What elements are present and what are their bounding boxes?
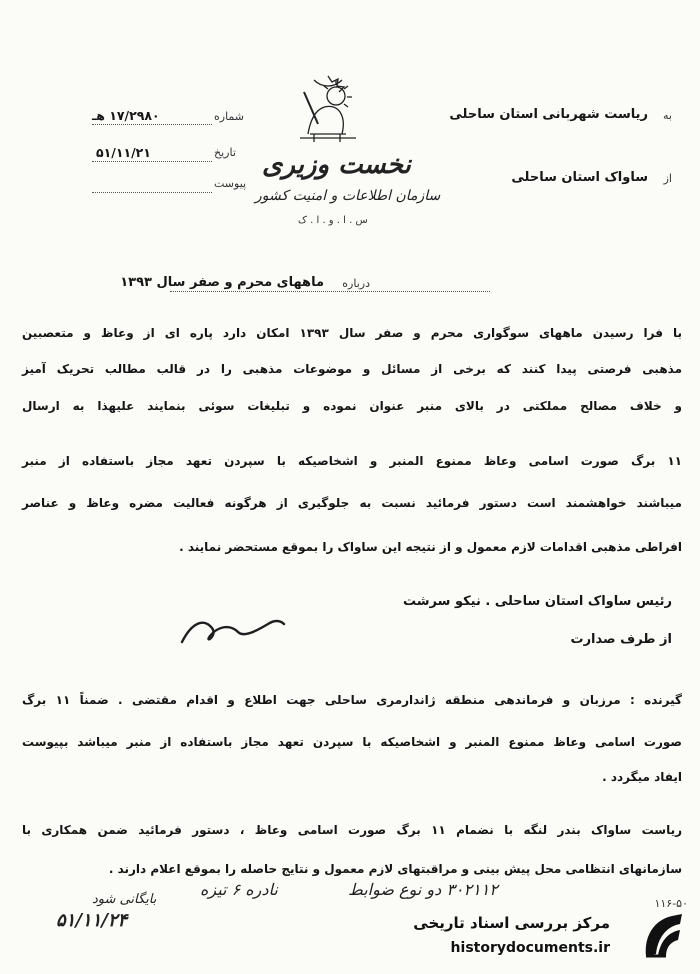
watermark-logo-icon [640, 912, 688, 962]
date-value: ۵۱/۱۱/۲۱ [96, 145, 151, 160]
ministry-heading: نخست وزیری [262, 150, 411, 180]
footer-line-2: سازمانهای انتظامی محل پیش بینی و مراقبتهای لازم معمول و نتایج حاصله را بموقع اعلام دارند . [108, 862, 682, 876]
department-code: س . ا . و . ا . ک [298, 215, 368, 226]
watermark [413, 902, 650, 968]
handwritten-note-2: نادره ۶ تیزه [200, 880, 278, 899]
watermark-url: historydocuments.ir [450, 940, 610, 956]
handwritten-signature [178, 612, 288, 652]
page-code: ۱۱۶-۵۰ [654, 897, 688, 910]
signature-line-2: از طرف صدارت [570, 632, 672, 647]
attachment-label: پیوست [214, 177, 247, 190]
recipients-line-2: صورت اسامی وعاظ ممنوع المنبر و اشخاصیکه با سپردن تعهد مجاز باستفاده از منبر میباشد بپیوست [22, 735, 682, 749]
subject-value: ماههای محرم و صفر سال ۱۳۹۳ [120, 275, 324, 290]
recipients-line-1: گیرنده : مرزبان و فرماندهی منطقه ژاندارمری ساحلی جهت اطلاع و اقدام مقتضی . ضمناً ۱۱ برگ [22, 693, 683, 707]
from-label: از [663, 172, 672, 185]
body-line-5: میباشند خواهشمند است دستور فرمائید نسبت به جلوگیری از هرگونه فعالیت مضره وعاظ و عناصر [22, 496, 682, 510]
watermark-title: مرکز بررسی اسناد تاریخی [413, 914, 610, 932]
footer-line-1: ریاست ساواک بندر لنگه با نضمام ۱۱ برگ صورت اسامی وعاظ ، دستور فرمائید ضمن همکاری با [22, 823, 682, 837]
body-line-4: ۱۱ برگ صورت اسامی وعاظ ممنوع المنبر و اشخاصیکه با سپردن تعهد مجاز باستفاده از منبر [22, 454, 682, 468]
from-value: ساواک استان ساحلی [511, 170, 648, 185]
handwritten-date: ۵۱/۱۱/۲۴ [56, 910, 128, 931]
date-label: تاریخ [214, 146, 236, 159]
handwritten-note-3: ۳۰۲۱۱۲ دو نوع ضوابط [348, 880, 498, 899]
body-line-3: و خلاف مصالح مملکتی در بالای منبر عنوان نموده و تبلیغات سوئی بنمایند علیهذا به ارسال [22, 399, 682, 413]
body-line-1: با فرا رسیدن ماههای سوگواری محرم و صفر سال ۱۳۹۳ امکان دارد پاره ای از وعاظ و متعصبین [22, 326, 682, 340]
organization-heading: سازمان اطلاعات و امنیت کشور [255, 188, 441, 204]
lion-and-sun-emblem [292, 72, 364, 150]
number-value: ۱۷/۲۹۸۰ هـ [92, 108, 160, 123]
to-label: به [663, 109, 672, 122]
to-value: ریاست شهربانی استان ساحلی [449, 107, 648, 122]
signature-line-1: رئیس ساواک استان ساحلی . نیکو سرشت [403, 594, 672, 609]
recipients-line-3: ایفاد میگردد . [602, 770, 682, 784]
body-line-2: مذهبی فرصتی پیدا کنند که برخی از مسائل و موضوعات مذهبی را در قالب مطالب تحریک آمیز [22, 362, 682, 376]
subject-label: درباره [342, 277, 370, 290]
body-line-6: افراطی مذهبی اقدامات لازم معمول و از نتیجه این ساواک را بموقع مستحضر نمایند . [179, 540, 682, 554]
number-label: شماره [214, 110, 245, 123]
handwritten-note-1: بایگانی شود [92, 892, 157, 907]
